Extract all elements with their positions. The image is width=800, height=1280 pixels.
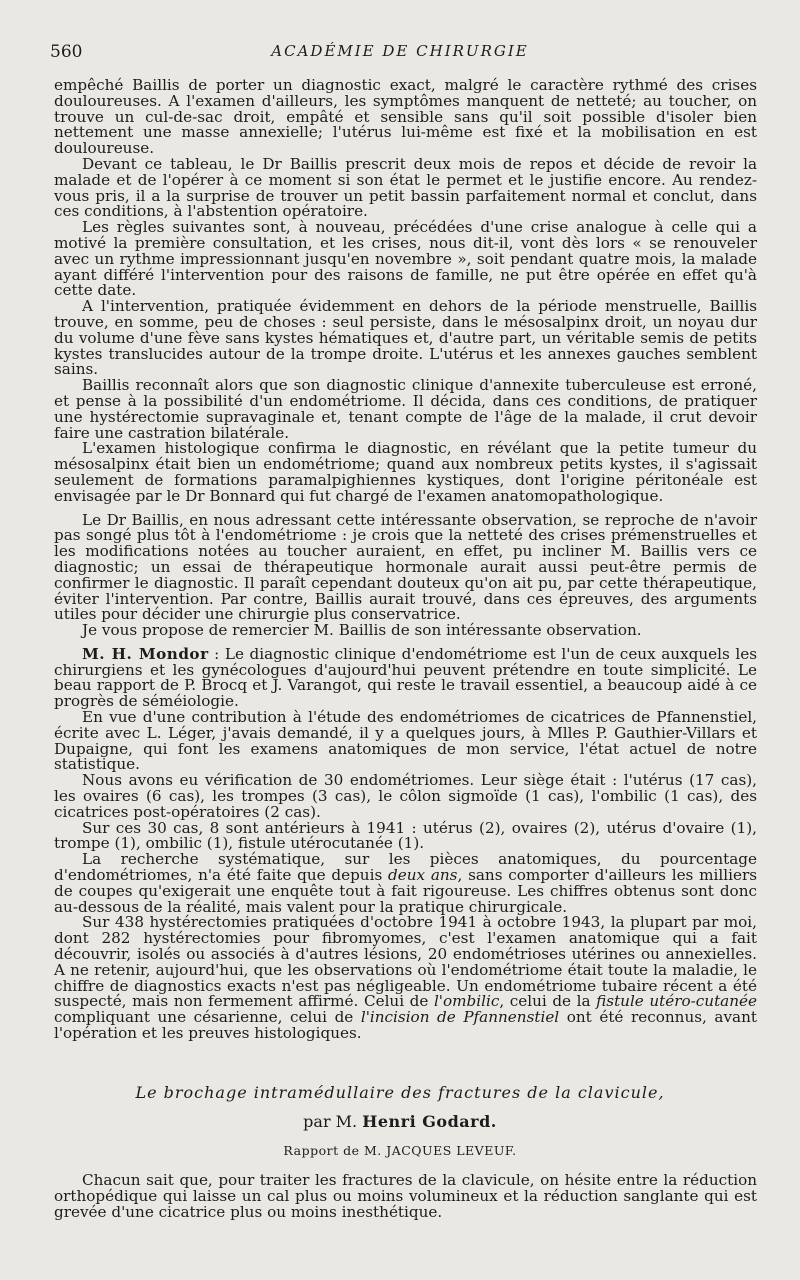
report-line: Rapport de M. JACQUES LEVEUF.: [283, 1143, 517, 1158]
paragraph: En vue d'une contribution à l'étude des endométriomes de cicatrices de Pfannenstiel, écrite avec L. Léger, j'avais demandé, il y a quelques jours, à Mlles P. Gauthier-Villars et Dupaigne, qui font les examens anatomiques de mon service, l'état actuel de notre statistique.: [54, 708, 757, 774]
text-run: , celui de la: [499, 992, 597, 1011]
paragraph-text: : Le diagnostic clinique d'endométriome est l'un de ceux auxquels les chirurgiens et les gynécologues d'aujourd'hui peuvent prétendre en toute simplicité. Le beau rapport de P. Brocq et J. Varangot, qui reste le travail essentiel, a beaucoup aidé à ce progrès de séméiologie.: [54, 644, 758, 711]
page-header: [50, 42, 750, 66]
main-text: [54, 78, 757, 1042]
page-number: 560: [50, 42, 83, 62]
paragraph: Les règles suivantes sont, à nouveau, précédées d'une crise analogue à celle qui a motivé la première consultation, et les crises, nous dit-il, vont dès lors « se renouveler avec un rythme impressionnant jusqu'en novembre », soit pendant quatre mois, la malade ayant différé l'intervention pour des raisons de famille, ne put être opérée en effet qu'à cette date.: [54, 218, 757, 300]
article-heading: [50, 1083, 750, 1158]
italic-text: l'ombilic: [433, 992, 500, 1011]
paragraph: Sur ces 30 cas, 8 sont antérieurs à 1941 : utérus (2), ovaires (2), utérus d'ovaire (1), trompe (1), ombilic (1), fistule utérocutanée (1).: [54, 818, 757, 853]
paragraph: empêché Baillis de porter un diagnostic exact, malgré le caractère rythmé des crises douloureuses. A l'examen d'ailleurs, les symptômes manquent de netteté; au toucher, on trouve un cul-de-sac droit, empâté et sensible sans qu'il soit possible d'isoler bien nettement une masse annexielle; l'utérus lui-même est fixé et la mobilisation en est douloureuse.: [54, 76, 757, 158]
italic-text: deux ans: [388, 866, 458, 885]
paragraph: Nous avons eu vérification de 30 endométriomes. Leur siège était : l'utérus (17 cas), les ovaires (6 cas), les trompes (3 cas), le côlon sigmoïde (1 cas), l'ombilic (1 cas), des cicatrices post-opératoires (2 cas).: [54, 771, 757, 821]
author-prefix: par M.: [303, 1112, 358, 1131]
running-title: ACADÉMIE DE CHIRURGIE: [271, 42, 529, 60]
author-name: Henri Godard.: [362, 1112, 497, 1131]
paragraph: Chacun sait que, pour traiter les fractures de la clavicule, on hésite entre la réduction orthopédique qui laisse un cal plus ou moins volumineux et la réduction sanglante qui est grevée d'une cicatrice plus ou moins inesthétique.: [54, 1171, 757, 1221]
paragraph: Devant ce tableau, le Dr Baillis prescrit deux mois de repos et décide de revoir la malade et de l'opérer à ce moment si son état le permet et le justifie encore. Au rendez-vous pris, il a la surprise de trouver un petit bassin parfaitement normal et conclut, dans ces conditions, à l'abstention opératoire.: [54, 154, 757, 221]
paragraph: [54, 852, 757, 915]
paragraph: L'examen histologique confirma le diagnostic, en révélant que la petite tumeur du mésosalpinx était bien un endométriome; quand aux nombreux petits kystes, il s'agissait seulement de formations paramalpighiennes kystiques, dont l'origine péritonéale est envisagée par le Dr Bonnard qui fut chargé de l'examen anatomopathologique.: [54, 439, 757, 505]
paragraph: Le Dr Baillis, en nous adressant cette intéressante observation, se reproche de n'avoir pas songé plus tôt à l'endométriome : je crois que la netteté des crises prémenstruelles et les modifications notées au toucher auraient, en effet, pu incliner M. Baillis vers ce diagnostic; un essai de thérapeutique hormonale aurait aussi peut-être permis de confirmer le diagnostic. Il paraît cependant douteux qu'on ait pu, par cette thérapeutique, éviter l'intervention. Par contre, Baillis aurait trouvé, dans ces épreuves, des arguments utiles pour décider une chirurgie plus conservatrice.: [54, 510, 757, 624]
text-run: La recherche systématique, sur les pièces anatomiques, du pourcentage d'endométriomes, n'a été faite que depuis: [54, 850, 757, 885]
italic-text: fistule utéro-cutanée: [596, 992, 757, 1011]
article-body: [54, 1173, 757, 1220]
text-run: Sur 438 hystérectomies pratiquées d'octobre 1941 à octobre 1943, la plupart par moi, dont 282 hystérectomies pour fibromyomes, c'est l'examen anatomique qui a fait découvrir, isolés ou associés à d'autres lésions, 20 endométrioses utérines ou annexielles. A ne retenir, aujourd'hui, que les observations où l'endométriome était toute la maladie, le chiffre de diagnostics exacts n'est pas négligeable. Un endométriome tubaire récent a été suspecté, mais non fermement affirmé. Celui de: [54, 913, 757, 1011]
paragraph: A l'intervention, pratiquée évidemment en dehors de la période menstruelle, Baillis trouve, en somme, peu de choses : seul persiste, dans le mésosalpinx droit, un noyau dur du volume d'une fève sans kystes hématiques et, d'autre part, un véritable semis de petits kystes translucides autour de la trompe droite. L'utérus et les annexes gauches semblent sains.: [54, 297, 757, 379]
paragraph: Baillis reconnaît alors que son diagnostic clinique d'annexite tuberculeuse est erroné, et pense à la possibilité d'un endométriome. Il décida, dans ces conditions, de pratiquer une hystérectomie supravaginale et, tenant compte de l'âge de la malade, il crut devoir faire une castration bilatérale.: [54, 376, 757, 442]
text-run: ont été reconnus, avant l'opération et les preuves histologiques.: [54, 1008, 757, 1043]
text-run: compliquant une césarienne, celui de: [54, 1008, 361, 1027]
article-title: Le brochage intramédullaire des fractures de la clavicule,: [135, 1083, 665, 1102]
mondor-paragraph: [54, 644, 758, 711]
paragraph: Je vous propose de remercier M. Baillis de son intéressante observation.: [82, 621, 642, 640]
text-run: , sans comporter d'ailleurs les milliers de coupes qu'exigerait une enquête tout à fait rigoureuse. Les chiffres obtenus sont donc au-dessous de la réalité, mais valent pour la pratique chirurgicale.: [54, 866, 757, 916]
italic-text: l'incision de Pfannenstiel: [360, 1008, 560, 1027]
speaker-name: M. H. Mondor: [82, 644, 209, 663]
paragraph: [54, 915, 757, 1041]
article-author: [50, 1112, 750, 1131]
